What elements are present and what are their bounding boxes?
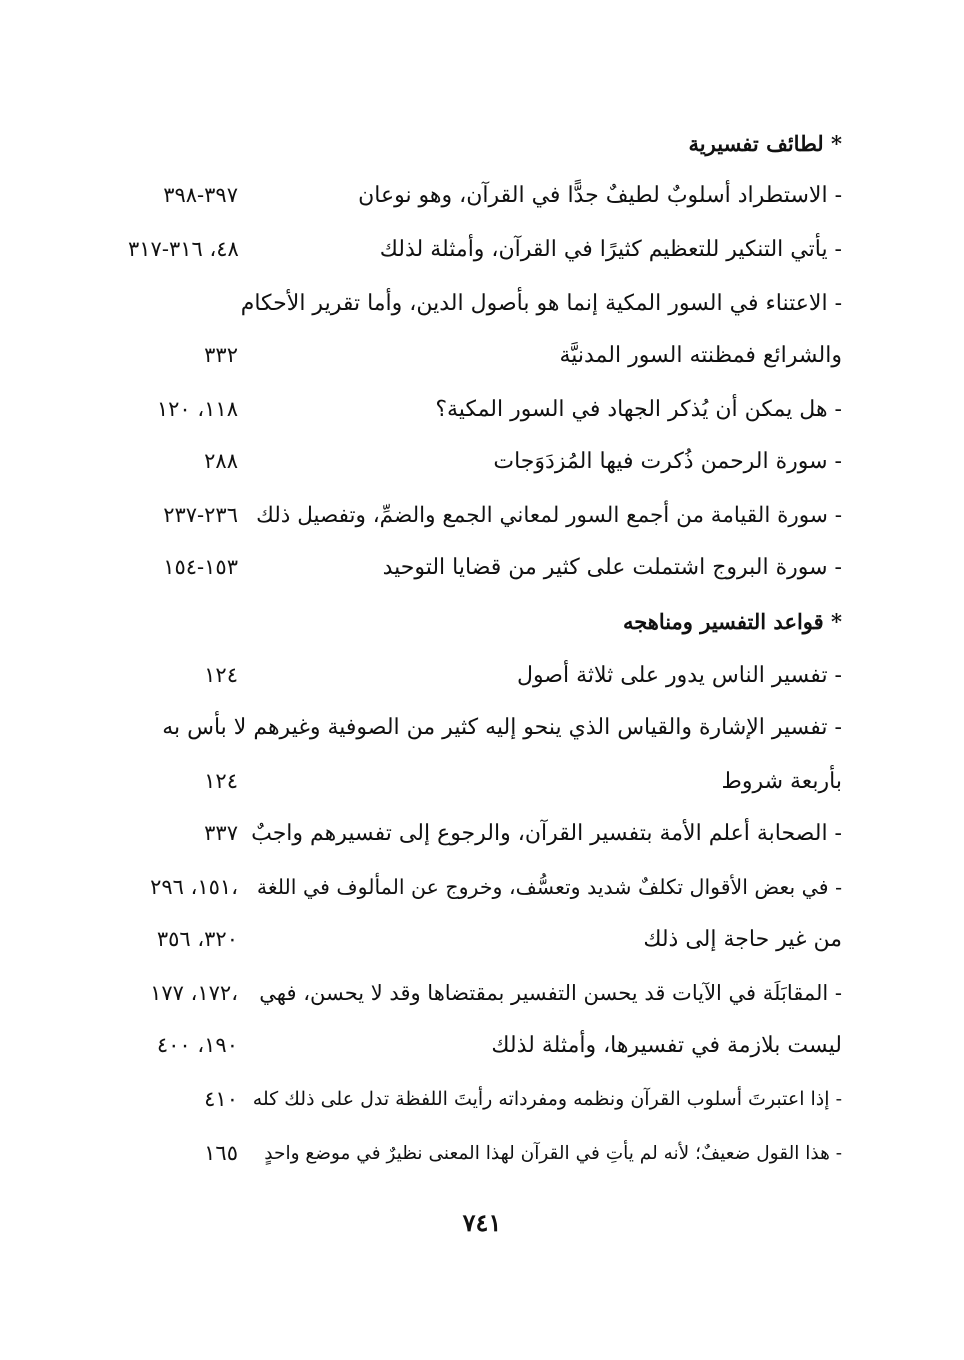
entry-text: - سورة البروج اشتملت على كثير من قضايا التوحيد [382, 554, 842, 580]
entry-pages: ٣٣٢ [204, 343, 238, 367]
index-entry [120, 966, 842, 1020]
entry-pages: ٣٩٧-٣٩٨ [163, 183, 238, 207]
index-entry [120, 860, 842, 914]
entry-pages: ٣٣٧ [204, 821, 238, 845]
index-entry [120, 434, 842, 488]
entry-pages: ١٢٤ [204, 769, 238, 793]
entry-text: - هل يمكن أن يُذكر الجهاد في السور المكية؟ [435, 396, 842, 422]
entry-text: والشرائع فمظنته السور المدنيَّة [559, 342, 842, 368]
entry-text: - المقابَلَة في الآيات قد يحسن التفسير بمقتضاها وقد لا يحسن، فهي [259, 981, 842, 1005]
entry-pages: ١٦٥ [204, 1141, 238, 1165]
entry-pages: ١٥٣-١٥٤ [163, 555, 238, 579]
index-entry [120, 488, 842, 542]
index-entry [120, 382, 842, 436]
index-entry [120, 912, 842, 966]
index-entry [120, 754, 842, 808]
index-entry [120, 1072, 842, 1126]
index-entry [120, 276, 842, 330]
entry-text: - في بعض الأقوال تكلفٌ شديد وتعسُّف، وخروج عن المألوف في اللغة [256, 875, 842, 899]
entry-pages: ١٧٢، ١٧٧، [150, 981, 238, 1005]
entry-text: - سورة الرحمن ذُكرت فيها المُزدَوَجات [493, 448, 842, 474]
index-entry [120, 806, 842, 860]
entry-text: - الصحابة أعلم الأمة بتفسير القرآن، والرجوع إلى تفسيرهم واجبٌ [251, 820, 842, 846]
index-entry [120, 700, 842, 754]
entry-pages: ١٢٤ [204, 663, 238, 687]
entry-text: ليست بلازمة في تفسيرها، وأمثلة لذلك [491, 1032, 842, 1058]
page-number: ٧٤١ [462, 1208, 502, 1237]
index-entry [120, 168, 842, 222]
entry-text: - إذا اعتبرتَ أسلوب القرآن ونظمه ومفرداته رأيتَ اللفظة تدل على ذلك كله [252, 1088, 842, 1110]
entry-pages: ٢٣٦-٢٣٧ [163, 503, 238, 527]
entry-text: من غير حاجة إلى ذلك [643, 926, 842, 952]
index-entry [120, 1018, 842, 1072]
entry-pages: ١٥١، ٢٩٦، [150, 875, 238, 899]
entry-text: - الاستطراد أسلوبٌ لطيفٌ جدًّا في القرآن، وهو نوعان [358, 182, 842, 208]
entry-text: - هذا القول ضعيفٌ؛ لأنه لم يأتِ في القرآن لهذا المعنى نظيرٌ في موضع واحدٍ [264, 1142, 842, 1164]
section-heading: * قواعد التفسير ومناهجه [622, 608, 842, 634]
entry-pages: ٤١٠ [204, 1087, 238, 1111]
index-entry [120, 328, 842, 382]
entry-text: - تفسير الإشارة والقياس الذي ينحو إليه كثير من الصوفية وغيرهم لا بأس به [162, 714, 842, 740]
section-heading: * لطائف تفسيرية [688, 130, 842, 156]
index-entry [120, 540, 842, 594]
entry-text: - الاعتناء في السور المكية إنما هو بأصول الدين، وأما تقرير الأحكام [240, 290, 842, 316]
entry-text: - تفسير الناس يدور على ثلاثة أصول [516, 662, 842, 688]
index-entry [120, 648, 842, 702]
entry-pages: ٣٢٠، ٣٥٦ [156, 927, 238, 951]
entry-pages: ٤٨، ٣١٦-٣١٧ [128, 237, 239, 261]
entry-text: - يأتي التنكير للتعظيم كثيرًا في القرآن، وأمثلة لذلك [379, 236, 842, 262]
index-entry [120, 222, 842, 276]
entry-text: - سورة القيامة من أجمع السور لمعاني الجمع والضمِّ، وتفصيل ذلك [256, 502, 842, 528]
index-entry [120, 1126, 842, 1180]
entry-pages: ١٩٠، ٤٠٠ [156, 1033, 238, 1057]
entry-pages: ٢٨٨ [204, 449, 238, 473]
entry-pages: ١١٨، ١٢٠ [156, 397, 238, 421]
entry-text: بأربعة شروط [721, 768, 842, 794]
